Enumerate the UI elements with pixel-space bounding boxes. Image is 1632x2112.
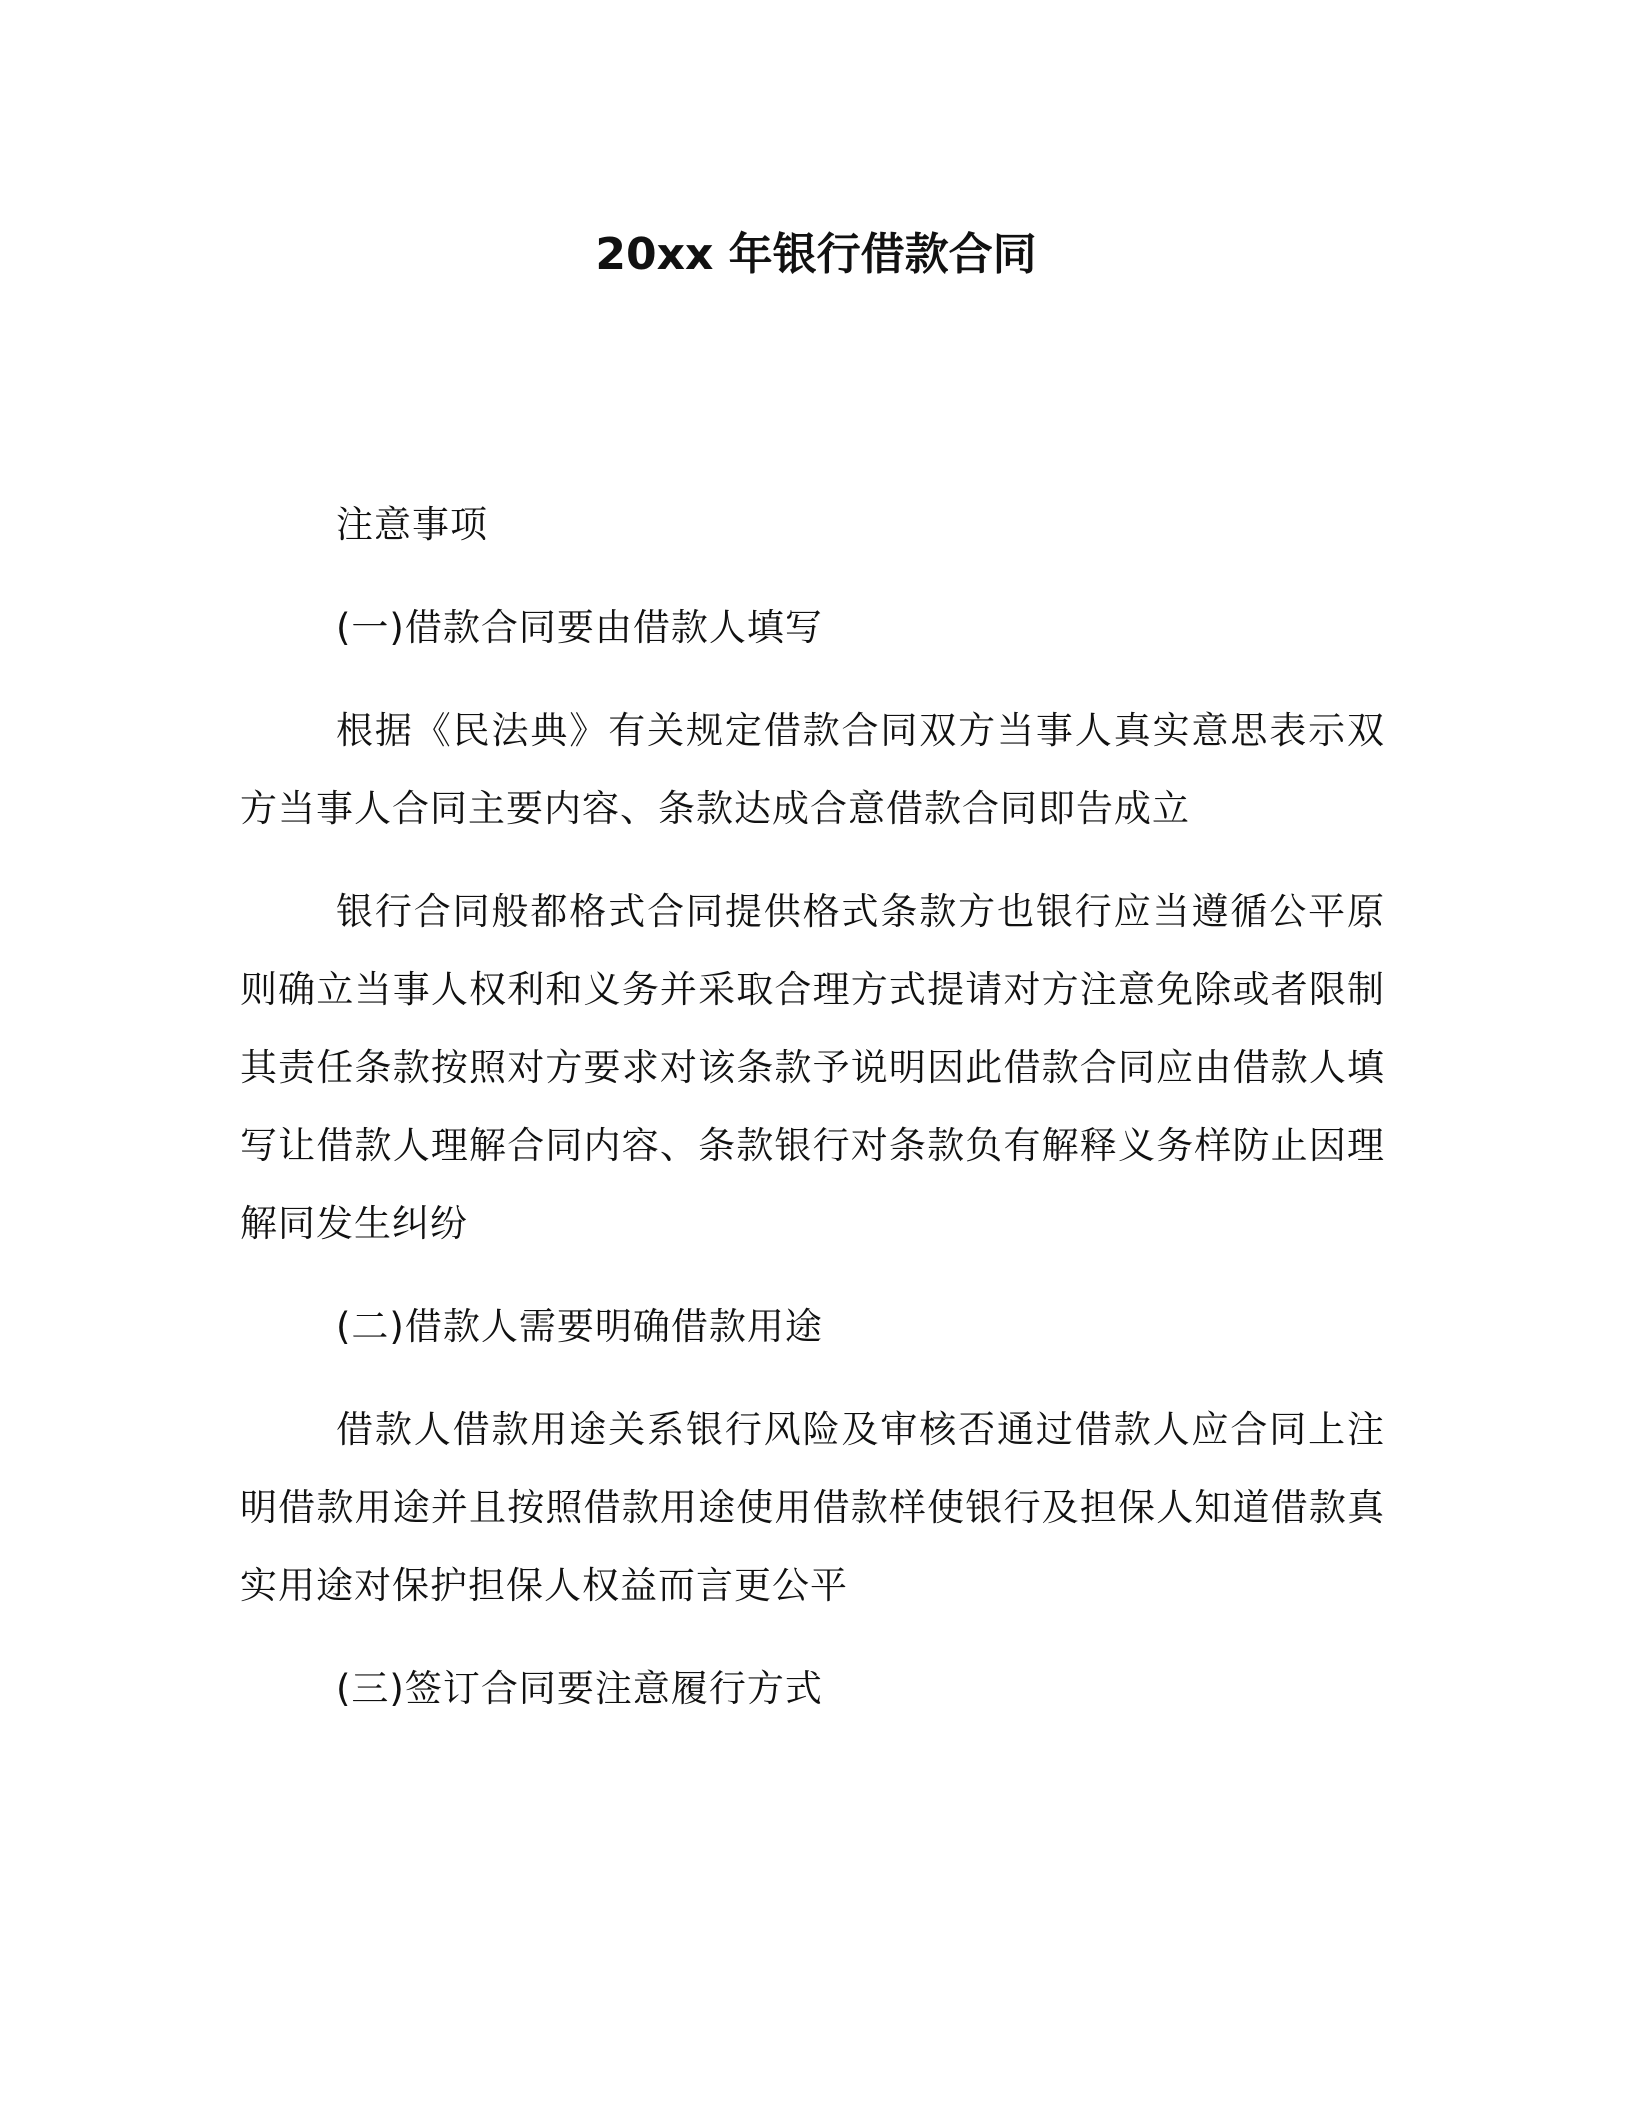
section-heading-1: (一)借款合同要由借款人填写 <box>336 606 823 649</box>
document-body <box>240 486 1385 1728</box>
section-heading-2: (二)借款人需要明确借款用途 <box>336 1305 823 1348</box>
paragraph-2: 银行合同般都格式合同提供格式条款方也银行应当遵循公平原则确立当事人权利和义务并采取合理方式提请对方注意免除或者限制其责任条款按照对方要求对该条款予说明因此借款合同应由借款人填写让借款人理解合同内容、条款银行对条款负有解释义务样防止因理解同发生纠纷 <box>240 890 1385 1245</box>
paragraph-3: 借款人借款用途关系银行风险及审核否通过借款人应合同上注明借款用途并且按照借款用途使用借款样使银行及担保人知道借款真实用途对保护担保人权益而言更公平 <box>240 1408 1385 1607</box>
section-heading-3: (三)签订合同要注意履行方式 <box>336 1667 823 1710</box>
paragraph-1: 根据《民法典》有关规定借款合同双方当事人真实意思表示双方当事人合同主要内容、条款达成合意借款合同即告成立 <box>240 709 1385 830</box>
section-heading-notes: 注意事项 <box>336 503 488 546</box>
document-title: 20xx 年银行借款合同 <box>595 229 1037 280</box>
